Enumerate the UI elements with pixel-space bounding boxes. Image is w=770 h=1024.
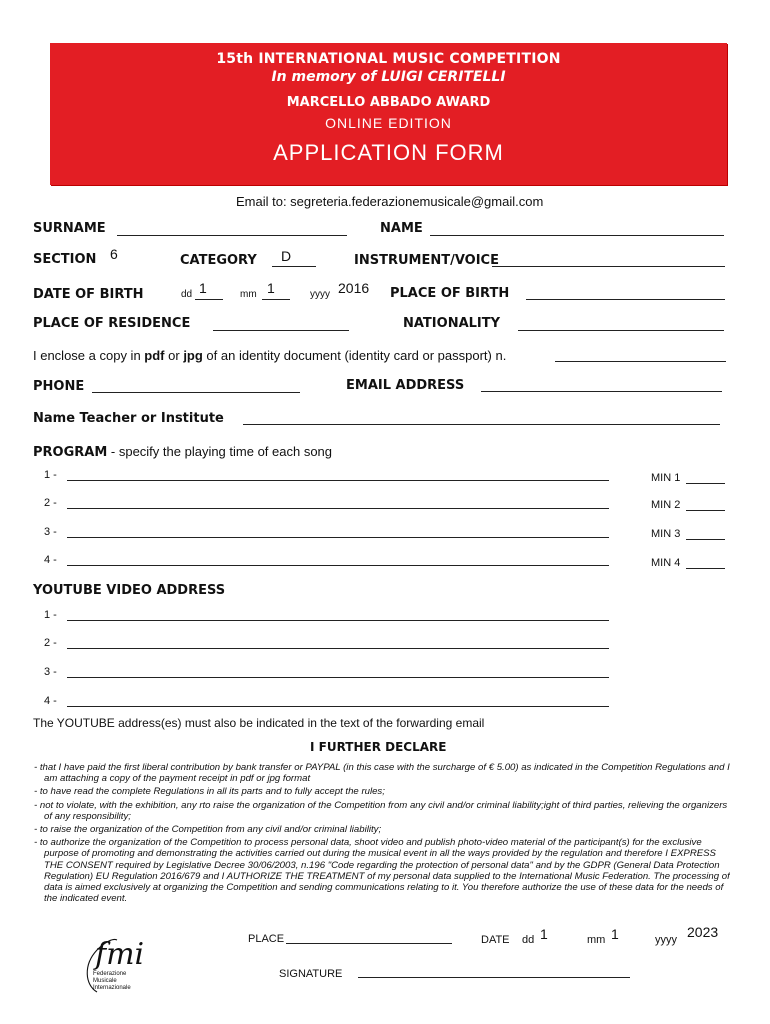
enclose-line: I enclose a copy in pdf or jpg of an identity document (identity card or passport) n.	[33, 348, 507, 363]
category-value[interactable]: D	[281, 248, 292, 264]
fmi-logo-letters: fmi	[95, 937, 145, 972]
declare-item: - to raise the organization of the Competition from any civil and/or criminal liability;	[34, 824, 382, 836]
declare-item: - that I have paid the first liberal contribution by bank transfer or PAYPAL (in this case with the surcharge of € 5.00) as indicated in the Competition Regulations and I am attaching a copy of the payment receipt in pdf or jpg format	[34, 762, 730, 785]
declare-item: - to have read the complete Regulations in all its parts and to fully accept the rules;	[34, 786, 385, 798]
email-to: Email to: segreteria.federazionemusicale@gmail.com	[236, 194, 544, 209]
fmi-logo	[75, 930, 165, 1000]
dob-yyyy-value[interactable]: 2016	[338, 280, 370, 296]
program-item-1-number: 1 -	[44, 469, 57, 481]
section-label: SECTION	[33, 252, 97, 267]
memorial-subtitle: In memory of LUIGI CERITELLI	[271, 69, 506, 85]
teacher-label: Name Teacher or Institute	[33, 411, 224, 426]
residence-field[interactable]	[213, 330, 349, 331]
dob-dd-label: dd	[181, 289, 193, 300]
dob-dd-value[interactable]: 1	[199, 280, 207, 296]
declare-item: - to authorize the organization of the Competition to process personal data, shoot video and publish photo-video material of the participant(s) for the exclusive purpose of promoting and demonstrating the activities carried out during the musical event in all the ways provided by the regulation and therefore I EXPRESS THE CONSENT required by Legislative Decree 30/06/2003, n.196 "Code regarding the protection of personal data" and by the GDPR (General Data Protection Regulation) EU Regulation 2016/679 and I AUTHORIZE THE TREATMENT of my personal data supplied to the International Music Federation. The processing of data is aimed exclusively at organizing the Competition and sending communications relating to it. You therefore authorize the use of these data for the needs of the indicated event.	[34, 837, 730, 905]
youtube-item-2-number: 2 -	[44, 637, 57, 649]
name-field[interactable]	[430, 235, 724, 236]
program-min-3-label: MIN 3	[651, 528, 681, 540]
competition-title: 15th INTERNATIONAL MUSIC COMPETITION	[216, 51, 561, 67]
form-title: APPLICATION FORM	[273, 140, 504, 165]
youtube-item-4-number: 4 -	[44, 695, 57, 707]
phone-label: PHONE	[33, 379, 85, 394]
program-min-4-label: MIN 4	[651, 557, 681, 569]
fmi-logo-mark	[75, 930, 165, 1000]
program-min-3-field[interactable]	[686, 539, 725, 540]
youtube-heading: YOUTUBE VIDEO ADDRESS	[33, 583, 226, 598]
phone-field[interactable]	[92, 392, 300, 393]
program-item-2-field[interactable]	[67, 508, 609, 509]
date-yyyy-label: yyyy	[655, 934, 677, 946]
program-min-1-label: MIN 1	[651, 472, 681, 484]
header-banner	[50, 43, 727, 185]
nationality-label: NATIONALITY	[403, 316, 501, 331]
program-item-3-number: 3 -	[44, 526, 57, 538]
date-dd-value[interactable]: 1	[540, 926, 548, 942]
award-name: MARCELLO ABBADO AWARD	[286, 95, 491, 110]
surname-label: SURNAME	[33, 221, 106, 236]
declare-heading: I FURTHER DECLARE	[310, 740, 447, 754]
signature-field[interactable]	[358, 977, 630, 978]
category-field[interactable]	[272, 266, 316, 267]
fmi-logo-line2: Musicale	[93, 978, 117, 984]
youtube-item-3-field[interactable]	[67, 677, 609, 678]
program-item-4-field[interactable]	[67, 565, 609, 566]
instrument-label: INSTRUMENT/VOICE	[354, 253, 499, 268]
place-of-birth-field[interactable]	[526, 299, 725, 300]
place-label: PLACE	[248, 933, 285, 945]
nationality-field[interactable]	[518, 330, 724, 331]
signature-label: SIGNATURE	[279, 968, 343, 980]
instrument-field[interactable]	[492, 266, 725, 267]
date-yyyy-value[interactable]: 2023	[687, 924, 719, 940]
email-label: EMAIL ADDRESS	[346, 378, 465, 393]
declare-item: - not to violate, with the exhibition, any rto raise the organization of the Competition from any civil and/or criminal liability;ight of third parties, relieving the organizers of any responsibility;	[34, 799, 728, 822]
program-heading: PROGRAM - specify the playing time of each song	[33, 444, 333, 460]
teacher-field[interactable]	[243, 424, 720, 425]
email-field[interactable]	[481, 391, 722, 392]
date-label: DATE	[481, 934, 510, 946]
fmi-logo-line3: Internazionale	[93, 985, 131, 991]
residence-label: PLACE OF RESIDENCE	[33, 316, 191, 331]
date-mm-label: mm	[587, 934, 606, 946]
program-item-3-field[interactable]	[67, 537, 609, 538]
program-min-2-field[interactable]	[686, 510, 725, 511]
program-min-1-field[interactable]	[686, 483, 725, 484]
youtube-item-1-field[interactable]	[67, 620, 609, 621]
youtube-item-1-number: 1 -	[44, 609, 57, 621]
place-field[interactable]	[286, 943, 452, 944]
program-min-2-label: MIN 2	[651, 499, 681, 511]
youtube-item-2-field[interactable]	[67, 648, 609, 649]
dob-yyyy-label: yyyy	[310, 289, 330, 300]
youtube-note: The YOUTUBE address(es) must also be indicated in the text of the forwarding email	[33, 716, 485, 730]
dob-mm-label: mm	[240, 289, 257, 300]
category-label: CATEGORY	[180, 253, 257, 268]
youtube-item-3-number: 3 -	[44, 666, 57, 678]
surname-field[interactable]	[117, 235, 347, 236]
dob-mm-value[interactable]: 1	[267, 280, 275, 296]
section-value[interactable]: 6	[110, 246, 118, 262]
date-mm-value[interactable]: 1	[611, 926, 619, 942]
date-dd-label: dd	[522, 934, 535, 946]
edition-label: ONLINE EDITION	[325, 115, 452, 131]
dob-dd-field[interactable]	[195, 299, 223, 300]
program-item-4-number: 4 -	[44, 554, 57, 566]
program-min-4-field[interactable]	[686, 568, 725, 569]
document-number-field[interactable]	[555, 361, 726, 362]
place-of-birth-label: PLACE OF BIRTH	[390, 286, 510, 301]
name-label: NAME	[380, 221, 423, 236]
dob-mm-field[interactable]	[262, 299, 290, 300]
youtube-item-4-field[interactable]	[67, 706, 609, 707]
program-item-2-number: 2 -	[44, 497, 57, 509]
program-item-1-field[interactable]	[67, 480, 609, 481]
fmi-logo-line1: Federazione	[93, 971, 127, 977]
dob-label: DATE OF BIRTH	[33, 287, 144, 302]
declare-list	[34, 762, 730, 918]
